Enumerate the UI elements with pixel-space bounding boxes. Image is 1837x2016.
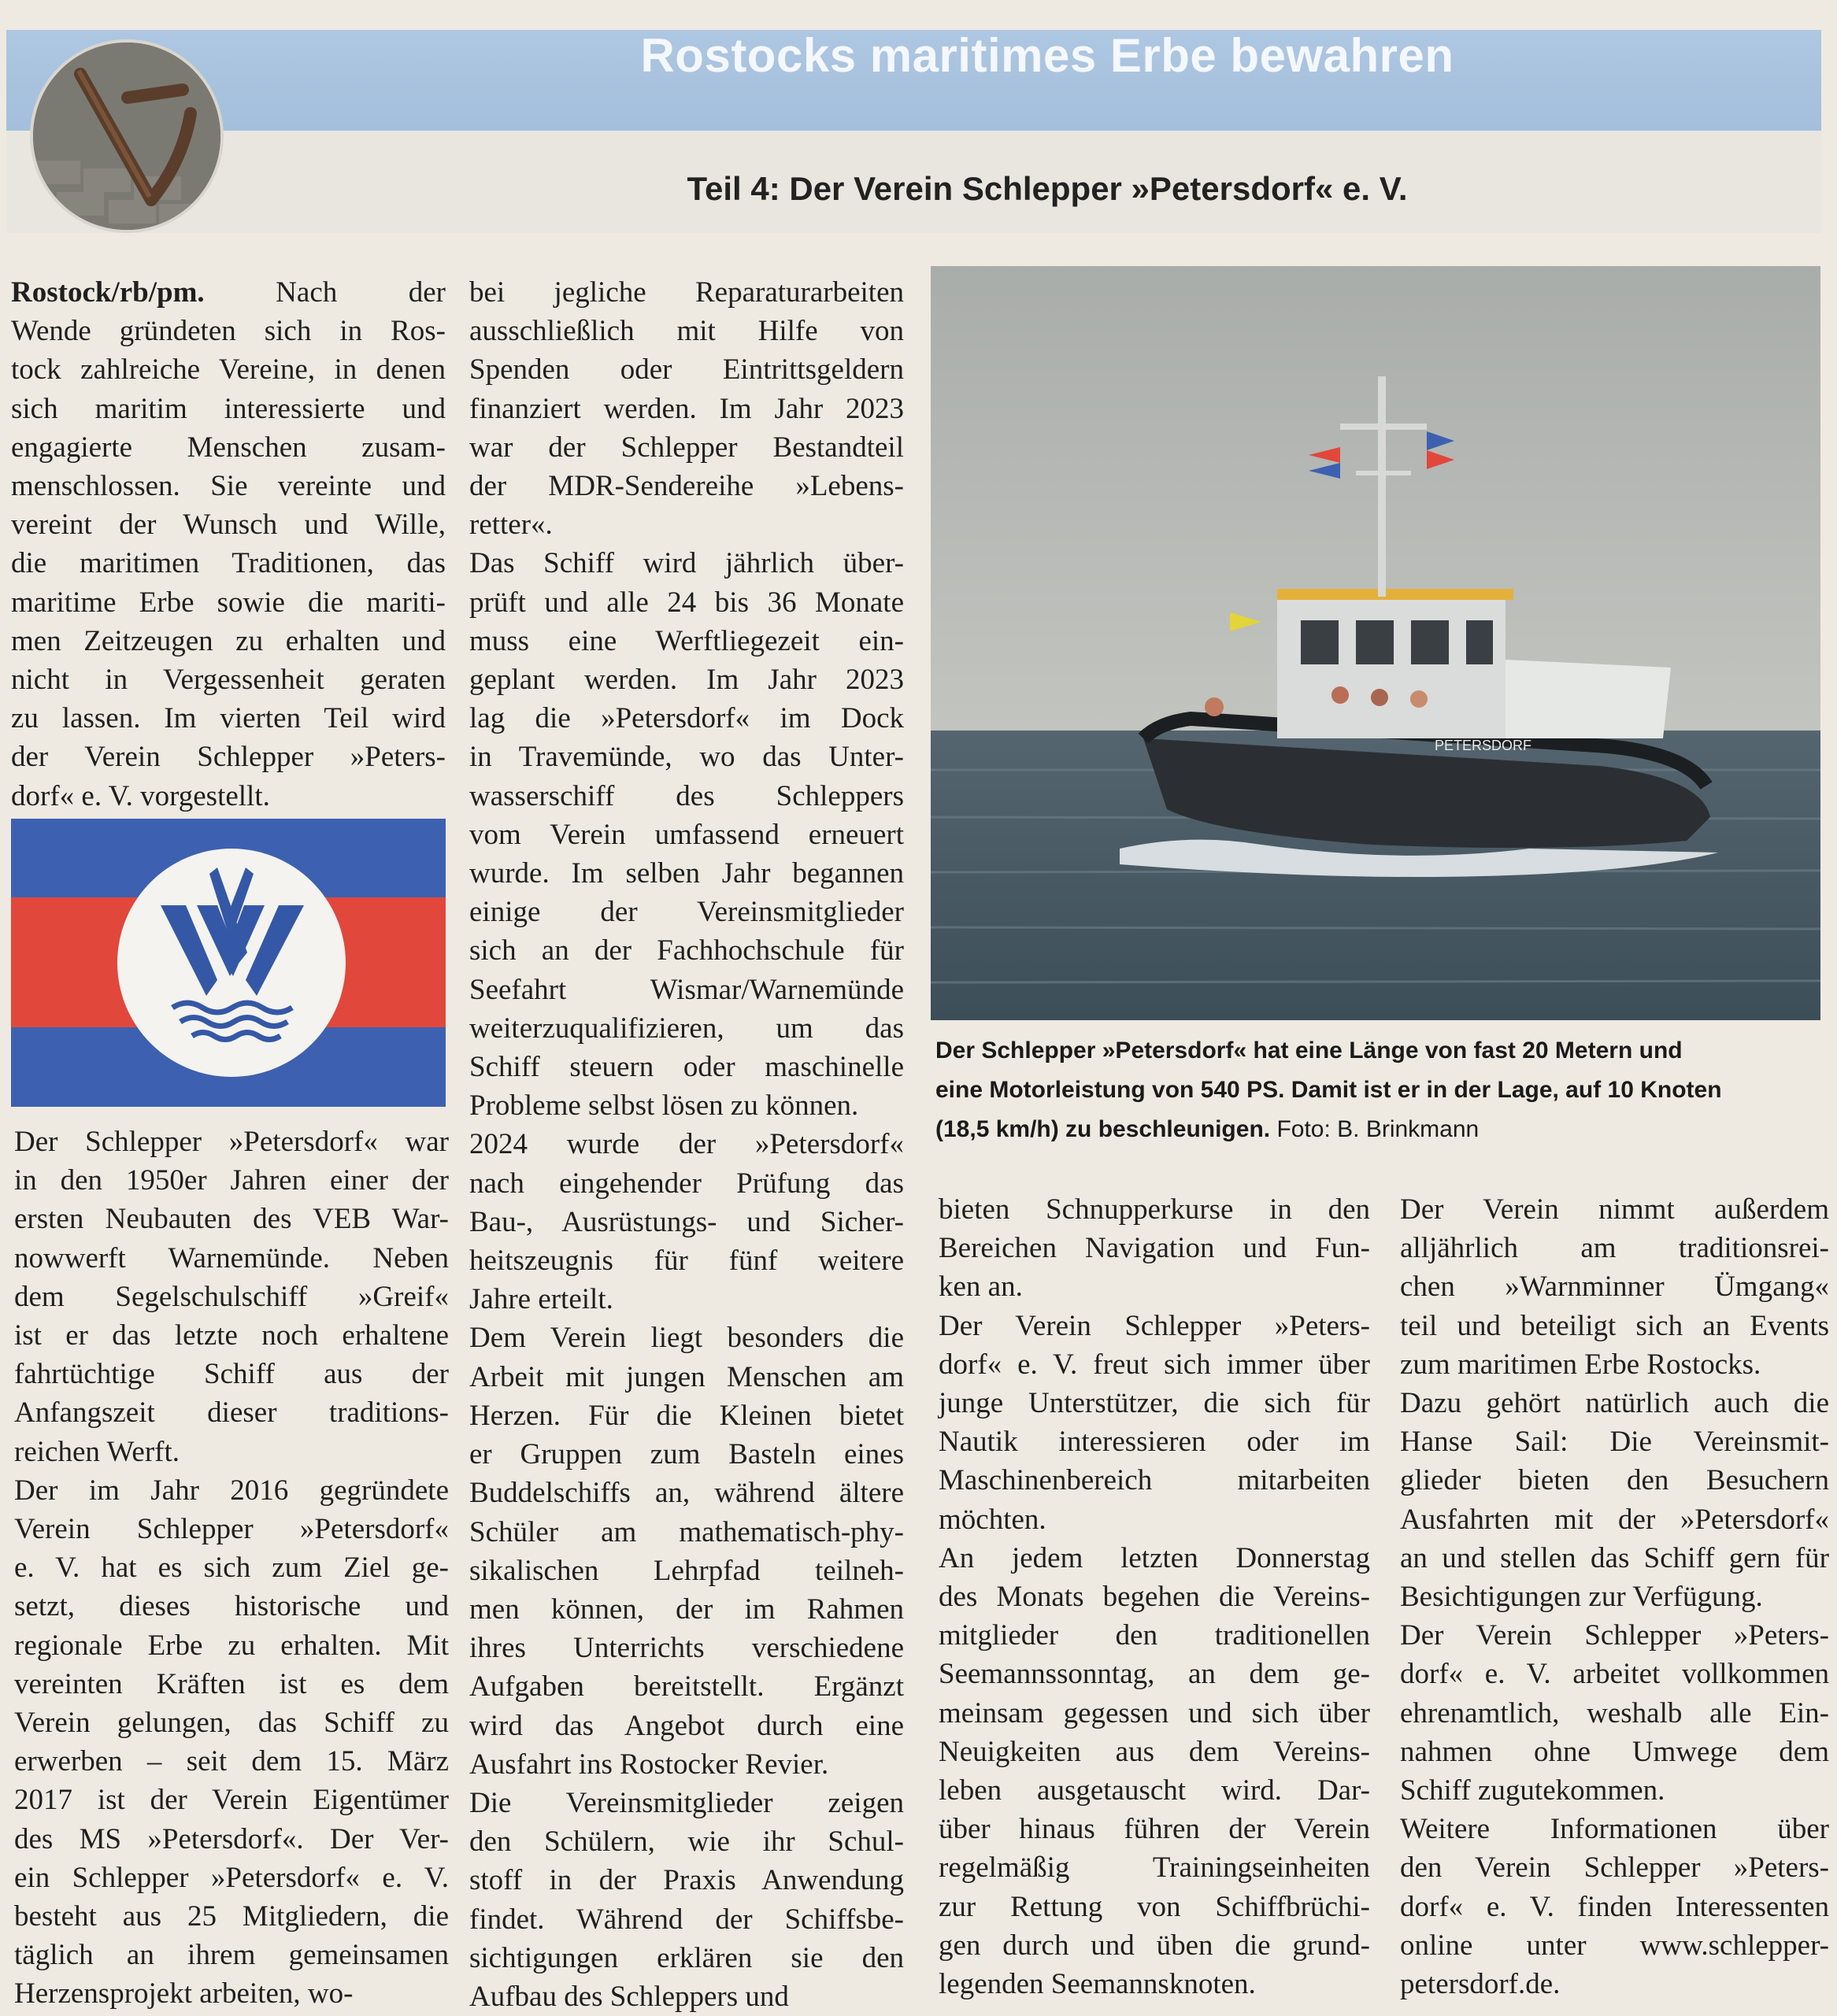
text-line: muss eine Werftliegezeit ein- — [469, 624, 904, 657]
text-line: heitszeugnis für fünf weitere — [469, 1245, 904, 1278]
text-line: 2024 wurde der »Petersdorf« — [469, 1128, 904, 1161]
text-line: Neuigkeiten aus dem Vereins- — [939, 1735, 1370, 1768]
text-line: reichen Werft. — [14, 1435, 180, 1468]
text-line: Der Verein Schlepper »Peters- — [1400, 1619, 1829, 1652]
text-line: besteht aus 25 Mitgliedern, die — [14, 1900, 449, 1933]
text-line: Der Schlepper »Petersdorf« war — [14, 1126, 449, 1158]
text-line: vereint der Wunsch und Wille, — [11, 509, 446, 542]
column-2 — [469, 273, 904, 2016]
text-line: wasserschiff des Schleppers — [469, 779, 904, 812]
text-line: teil und beteiligt sich an Events — [1400, 1309, 1829, 1342]
dateline: Rostock/rb/pm. — [11, 276, 205, 309]
text-line: über hinaus führen der Verein — [939, 1813, 1370, 1846]
text-line: e. V. hat es sich zum Ziel ge- — [14, 1552, 449, 1585]
text-line: wird das Angebot durch eine — [469, 1709, 904, 1742]
column-3 — [939, 1190, 1370, 2003]
text-line: Dem Verein liegt besonders die — [469, 1322, 904, 1355]
text-line: Ausfahrt ins Rostocker Revier. — [469, 1748, 829, 1781]
text-line: wurde. Im selben Jahr begannen — [469, 857, 904, 890]
text-line: Bereichen Navigation und Fun- — [939, 1232, 1370, 1265]
text-line: Jahre erteilt. — [469, 1283, 613, 1316]
text-line: er Gruppen zum Basteln eines — [469, 1438, 904, 1471]
text-line: zur Rettung von Schiffbrüchi- — [939, 1890, 1370, 1923]
text-line: men können, der im Rahmen — [469, 1592, 904, 1626]
text-line: Schiff steuern oder maschinelle — [469, 1051, 904, 1084]
text-line: ersten Neubauten des VEB War- — [14, 1203, 449, 1236]
text-line: den Verein Schlepper »Peters- — [1400, 1851, 1829, 1885]
text-line: sichtigungen erklären sie den — [469, 1941, 904, 1974]
text-line: dorf« e. V. finden Interessenten — [1400, 1890, 1829, 1923]
text-line: der Verein Schlepper »Peters- — [11, 741, 446, 774]
text-line: vom Verein umfassend erneuert — [469, 818, 904, 851]
text-line: den Schülern, wie ihr Schul- — [469, 1825, 904, 1859]
text-line: legenden Seemannsknoten. — [939, 1968, 1256, 2001]
text-line: Besichtigungen zur Verfügung. — [1400, 1581, 1763, 1614]
text-line: retter«. — [469, 509, 553, 542]
text-line: in Travemünde, wo das Unter- — [469, 741, 904, 774]
tugboat-photo — [931, 266, 1820, 1020]
club-flag-image — [11, 819, 446, 1107]
tugboat-image — [931, 266, 1820, 1020]
text-line: Probleme selbst lösen zu können. — [469, 1089, 859, 1123]
text-line: sich an der Fachhochschule für — [469, 934, 904, 967]
club-flag — [11, 819, 446, 1107]
text-line: vereinten Kräften ist es dem — [14, 1667, 449, 1700]
text-line: fahrtüchtige Schiff aus der — [14, 1358, 449, 1391]
text-line: Nautik interessieren oder im — [939, 1426, 1370, 1459]
text-line: prüft und alle 24 bis 36 Monate — [469, 586, 904, 619]
text-line: leben ausgetauscht wird. Dar- — [939, 1774, 1370, 1807]
text-line: Seefahrt Wismar/Warnemünde — [469, 973, 904, 1006]
text-line: Weitere Informationen über — [1400, 1813, 1829, 1846]
text-line: des Monats begehen die Vereins- — [939, 1581, 1370, 1614]
text-line: Ausfahrten mit der »Petersdorf« — [1400, 1503, 1829, 1536]
text-line: mitglieder den traditionellen — [939, 1619, 1370, 1652]
text-line: ein Schlepper »Petersdorf« e. V. — [14, 1861, 449, 1894]
text-line: Schiff zugutekommen. — [1400, 1774, 1665, 1807]
caption-line-1: Der Schlepper »Petersdorf« hat eine Länge von fast 20 Metern und — [935, 1038, 1683, 1063]
text-line: Dazu gehört natürlich auch die — [1400, 1387, 1829, 1420]
text-line: chen »Warnminner Ümgang« — [1400, 1271, 1829, 1304]
text-line: bieten Schnupperkurse in den — [939, 1193, 1370, 1226]
text-line: Der Verein nimmt außerdem — [1400, 1193, 1829, 1226]
text-line: nicht in Vergessenheit geraten — [11, 664, 446, 697]
text-line: weiterzuqualifizieren, um das — [469, 1012, 904, 1045]
text-line: Spenden oder Eintrittsgeldern — [469, 353, 904, 387]
text-line: ausschließlich mit Hilfe von — [469, 315, 904, 348]
text-line: tock zahlreiche Vereine, in denen — [11, 353, 446, 387]
text-line: dorf« e. V. vorgestellt. — [11, 779, 270, 812]
text-line: war der Schlepper Bestandteil — [469, 431, 904, 464]
text-line: Buddelschiffs an, während ältere — [469, 1477, 904, 1510]
text-line: Arbeit mit jungen Menschen am — [469, 1360, 904, 1393]
text-line: regelmäßig Trainingseinheiten — [939, 1851, 1370, 1885]
text-line: der MDR-Sendereihe »Lebens- — [469, 470, 904, 503]
text-line: Seemannssonntag, an dem ge- — [939, 1658, 1370, 1691]
text-line: einige der Vereinsmitglieder — [469, 896, 904, 929]
text-line: zum maritimen Erbe Rostocks. — [1400, 1348, 1761, 1381]
text-line: Schüler am mathematisch-phy- — [469, 1515, 904, 1548]
caption-line-2: eine Motorleistung von 540 PS. Damit ist er in der Lage, auf 10 Knoten — [935, 1077, 1722, 1103]
text-line: Der Verein Schlepper »Peters- — [939, 1309, 1370, 1342]
text-line: dem Segelschulschiff »Greif« — [14, 1280, 449, 1313]
text-line: Anfangszeit dieser traditions- — [14, 1396, 449, 1430]
text-line: möchten. — [939, 1503, 1046, 1536]
text-line: online unter www.schlepper- — [1400, 1929, 1829, 1962]
text-line: lag die »Petersdorf« im Dock — [469, 702, 904, 735]
text-line: Bau-, Ausrüstungs- und Sicher- — [469, 1205, 904, 1238]
text-line: Wende gründeten sich in Ros- — [11, 315, 446, 348]
text-line: alljährlich am traditionsrei- — [1400, 1232, 1829, 1265]
column-1-body — [14, 1123, 449, 2014]
column-4 — [1400, 1190, 1829, 2003]
text-line: findet. Während der Schiffsbe- — [469, 1903, 904, 1936]
text-line: täglich an ihrem gemeinsamen — [14, 1939, 449, 1972]
text-line: engagierte Menschen zusam- — [11, 431, 446, 464]
text-line: junge Unterstützer, die sich für — [939, 1387, 1370, 1420]
text-line: finanziert werden. Im Jahr 2023 — [469, 392, 904, 425]
text-line: ehrenamtlich, weshalb alle Ein- — [1400, 1696, 1829, 1729]
text-line: bei jegliche Reparaturarbeiten — [469, 276, 904, 309]
header-title: Rostocks maritimes Erbe bewahren — [640, 29, 1454, 82]
text-line: sich maritim interessierte und — [11, 392, 446, 425]
text-line: Hanse Sail: Die Vereinsmit- — [1400, 1426, 1829, 1459]
caption-line-3: (18,5 km/h) zu beschleunigen. — [935, 1116, 1271, 1142]
text-line: Aufbau des Schleppers und — [469, 1980, 789, 2013]
text-line: Herzen. Für die Kleinen bietet — [469, 1399, 904, 1432]
text-line: glieder bieten den Besuchern — [1400, 1464, 1829, 1497]
photo-credit: Foto: B. Brinkmann — [1276, 1116, 1480, 1142]
text-line: An jedem letzten Donnerstag — [939, 1541, 1370, 1574]
text-line: Verein gelungen, das Schiff zu — [14, 1707, 449, 1740]
text-line: Das Schiff wird jährlich über- — [469, 547, 904, 580]
text-line: ihres Unterrichts verschiedene — [469, 1632, 904, 1665]
text-line: men Zeitzeugen zu erhalten und — [11, 624, 446, 657]
photo-caption — [935, 1031, 1825, 1149]
text-line: zu lassen. Im vierten Teil wird — [11, 702, 446, 735]
text-line: nowwerft Warnemünde. Neben — [14, 1241, 449, 1274]
column-1-intro — [11, 273, 446, 816]
text-line: meinsam gegessen und sich über — [939, 1696, 1370, 1729]
text-line: regionale Erbe zu erhalten. Mit — [14, 1629, 449, 1662]
text-line: stoff in der Praxis Anwendung — [469, 1864, 904, 1897]
text-line: die maritimen Traditionen, das — [11, 547, 446, 580]
text-line: in den 1950er Jahren einer der — [14, 1164, 449, 1197]
text-line: petersdorf.de. — [1400, 1968, 1561, 2001]
ship-name-label: PETERSDORF — [1435, 738, 1532, 753]
text-line: nach eingehender Prüfung das — [469, 1167, 904, 1200]
text-line: Herzensprojekt arbeiten, wo- — [14, 1977, 354, 2010]
text-line: Verein Schlepper »Petersdorf« — [14, 1513, 449, 1546]
text-line: an und stellen das Schiff gern für — [1400, 1541, 1829, 1574]
text-line: Die Vereinsmitglieder zeigen — [469, 1786, 904, 1819]
text-line: gen durch und üben die grund- — [939, 1929, 1370, 1962]
text-line: dorf« e. V. arbeitet vollkommen — [1400, 1658, 1829, 1691]
text-line: geplant werden. Im Jahr 2023 — [469, 664, 904, 697]
text-line: ken an. — [939, 1271, 1023, 1304]
text-line: sikalischen Lehrpfad teilneh- — [469, 1554, 904, 1587]
article-subtitle: Teil 4: Der Verein Schlepper »Petersdorf« e. V. — [687, 170, 1408, 207]
text-line: setzt, dieses historische und — [14, 1590, 449, 1623]
text-line: menschlossen. Sie vereinte und — [11, 470, 446, 503]
text-line: maritime Erbe sowie die mariti- — [11, 586, 446, 619]
text-line: Rostock/rb/pm. Nach der — [11, 276, 446, 309]
text-line: erwerben – seit dem 15. März — [14, 1745, 449, 1778]
text-line: ist er das letzte noch erhaltene — [14, 1319, 449, 1352]
text-line: des MS »Petersdorf«. Der Ver- — [14, 1822, 449, 1855]
text-line: Maschinenbereich mitarbeiten — [939, 1464, 1370, 1497]
text-line: nahmen ohne Umwege dem — [1400, 1735, 1829, 1768]
text-line: dorf« e. V. freut sich immer über — [939, 1348, 1370, 1381]
text-line: Aufgaben bereitstellt. Ergänzt — [469, 1670, 904, 1703]
text-line: Der im Jahr 2016 gegründete — [14, 1474, 449, 1507]
text-line: 2017 ist der Verein Eigentümer — [14, 1784, 449, 1817]
